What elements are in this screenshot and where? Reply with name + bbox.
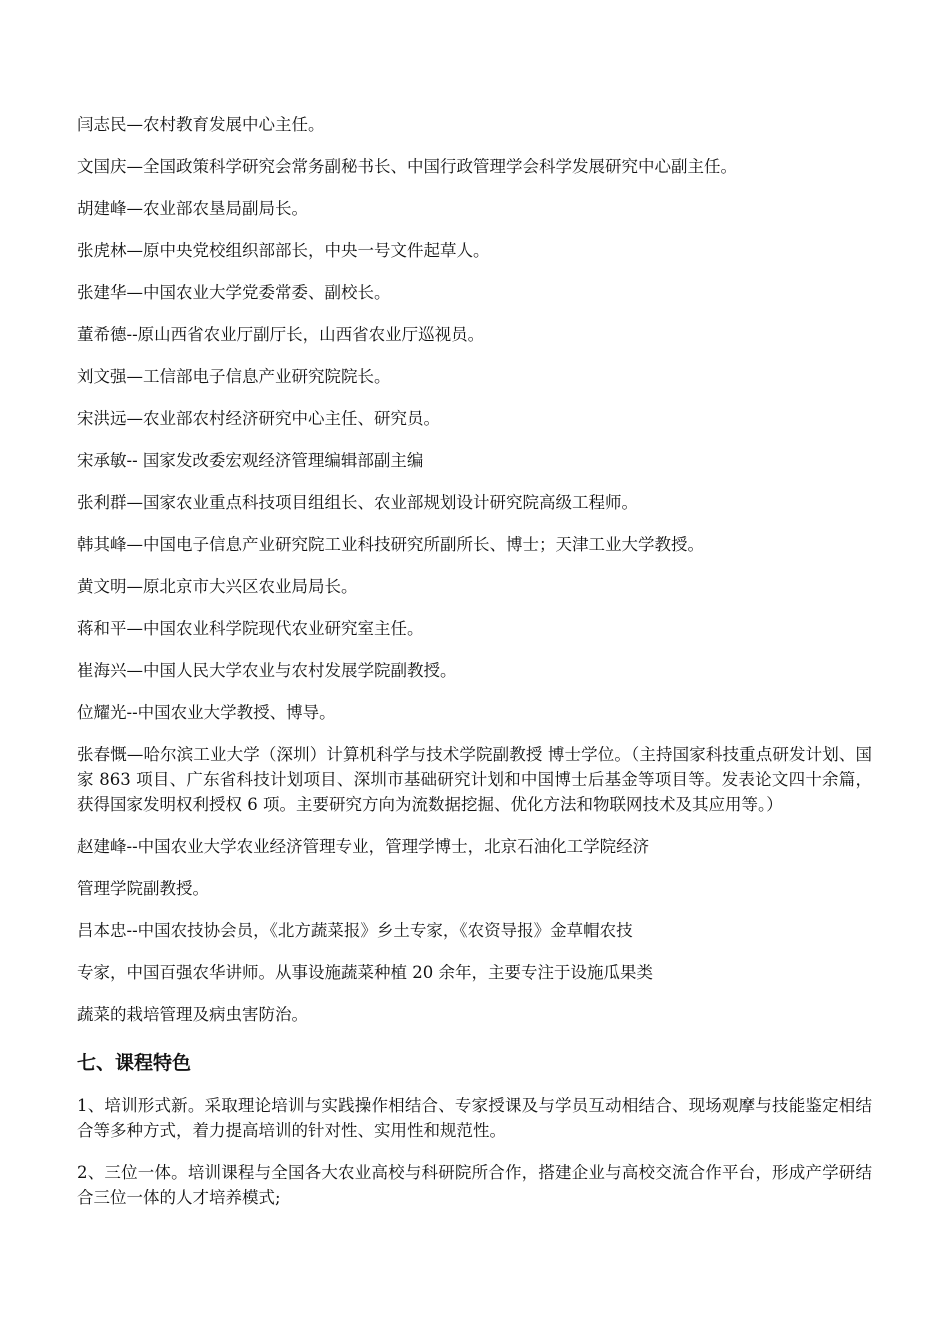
expert-entry-continued: 蔬菜的栽培管理及病虫害防治。: [77, 1005, 308, 1024]
document-page: [77, 112, 872, 1227]
expert-entry: 宋承敏-- 国家发改委宏观经济管理编辑部副主编: [77, 451, 424, 470]
feature-item: 2、三位一体。培训课程与全国各大农业高校与科研院所合作，搭建企业与高校交流合作平台，形成产学研结合三位一体的人才培养模式;: [77, 1163, 872, 1207]
section-heading: 七、课程特色: [77, 1052, 192, 1074]
expert-entry: 位耀光--中国农业大学教授、博导。: [77, 703, 336, 722]
expert-entry: 韩其峰—中国电子信息产业研究院工业科技研究所副所长、博士；天津工业大学教授。: [77, 535, 704, 554]
expert-entry-continued: 专家，中国百强农华讲师。从事设施蔬菜种植 20 余年，主要专注于设施瓜果类: [77, 963, 653, 982]
expert-entry: 吕本忠--中国农技协会员，《北方蔬菜报》乡土专家，《农资导报》金草帽农技: [77, 921, 633, 940]
expert-entry: 赵建峰--中国农业大学农业经济管理专业，管理学博士，北京石油化工学院经济: [77, 837, 650, 856]
expert-entry: 董希德--原山西省农业厅副厅长，山西省农业厅巡视员。: [77, 325, 485, 344]
expert-entry: 刘文强—工信部电子信息产业研究院院长。: [77, 367, 391, 386]
expert-entry-continued: 管理学院副教授。: [77, 879, 209, 898]
expert-entry: 蒋和平—中国农业科学院现代农业研究室主任。: [77, 619, 424, 638]
expert-entry: 张春慨—哈尔滨工业大学（深圳）计算机科学与技术学院副教授 博士学位。（主持国家科技重点研发计划、国家 863 项目、广东省科技计划项目、深圳市基础研究计划和中国博士后基金等项目等。发表论文四十余篇，获得国家发明权利授权 6 项。主要研究方向为流数据挖掘、优化方法和物联网技术及其应用等。）: [77, 745, 872, 814]
expert-entry: 黄文明—原北京市大兴区农业局局长。: [77, 577, 358, 596]
expert-entry: 文国庆—全国政策科学研究会常务副秘书长、中国行政管理学会科学发展研究中心副主任。: [77, 157, 737, 176]
expert-entry: 胡建峰—农业部农垦局副局长。: [77, 199, 308, 218]
expert-entry: 张利群—国家农业重点科技项目组组长、农业部规划设计研究院高级工程师。: [77, 493, 638, 512]
expert-entry: 崔海兴—中国人民大学农业与农村发展学院副教授。: [77, 661, 457, 680]
expert-entry: 宋洪远—农业部农村经济研究中心主任、研究员。: [77, 409, 440, 428]
expert-entry: 张建华—中国农业大学党委常委、副校长。: [77, 283, 391, 302]
feature-item: 1、培训形式新。采取理论培训与实践操作相结合、专家授课及与学员互动相结合、现场观摩与技能鉴定相结合等多种方式，着力提高培训的针对性、实用性和规范性。: [77, 1096, 872, 1140]
expert-entry: 闫志民—农村教育发展中心主任。: [77, 115, 325, 134]
expert-entry: 张虎林—原中央党校组织部部长，中央一号文件起草人。: [77, 241, 490, 260]
